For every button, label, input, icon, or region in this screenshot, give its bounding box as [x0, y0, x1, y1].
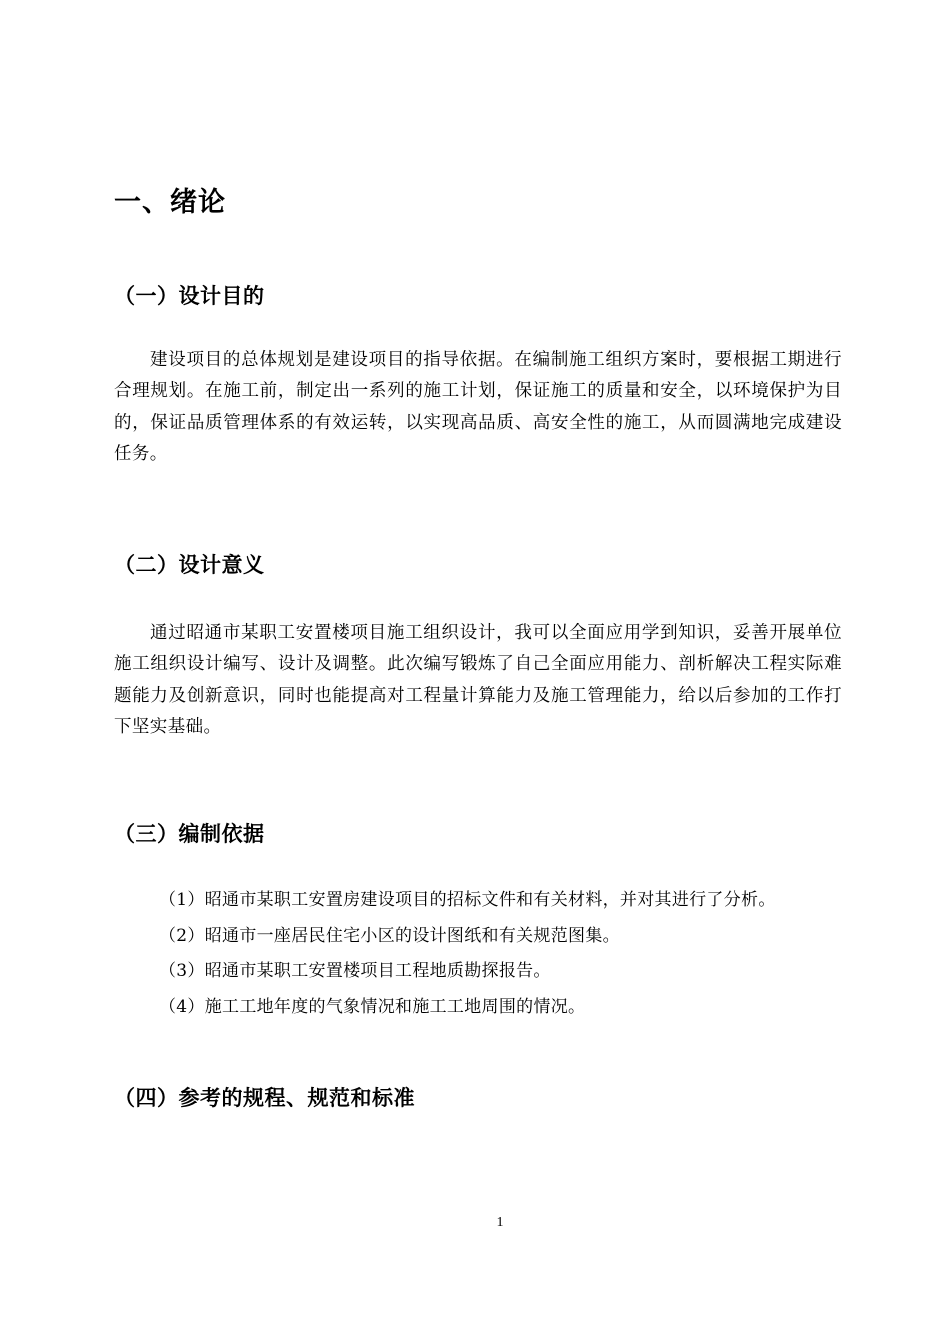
basis-item: （2）昭通市一座居民住宅小区的设计图纸和有关规范图集。	[159, 925, 620, 946]
section-heading-purpose: （一）设计目的	[114, 284, 265, 308]
section-heading-basis: （三）编制依据	[114, 822, 265, 846]
page-number: 1	[496, 1215, 504, 1230]
chapter-title: 一、绪论	[114, 187, 226, 218]
purpose-paragraph: 建设项目的总体规划是建设项目的指导依据。在编制施工组织方案时，要根据工期进行合理规划。在施工前，制定出一系列的施工计划，保证施工的质量和安全，以环境保护为目的，保证品质管理体系的有效运转，以实现高品质、高安全性的施工，从而圆满地完成建设任务。	[114, 350, 842, 464]
significance-paragraph: 通过昭通市某职工安置楼项目施工组织设计，我可以全面应用学到知识，妥善开展单位施工组织设计编写、设计及调整。此次编写锻炼了自己全面应用能力、剖析解决工程实际难题能力及创新意识，同时也能提高对工程量计算能力及施工管理能力，给以后参加的工作打下坚实基础。	[114, 623, 842, 737]
section-heading-significance: （二）设计意义	[114, 553, 265, 577]
basis-list	[159, 883, 776, 1025]
basis-item: （1）昭通市某职工安置房建设项目的招标文件和有关材料，并对其进行了分析。	[159, 890, 776, 910]
section-heading-standards: （四）参考的规程、规范和标准	[114, 1086, 415, 1110]
basis-item: （4）施工工地年度的气象情况和施工工地周围的情况。	[159, 996, 586, 1017]
basis-item: （3）昭通市某职工安置楼项目工程地质勘探报告。	[159, 961, 551, 981]
